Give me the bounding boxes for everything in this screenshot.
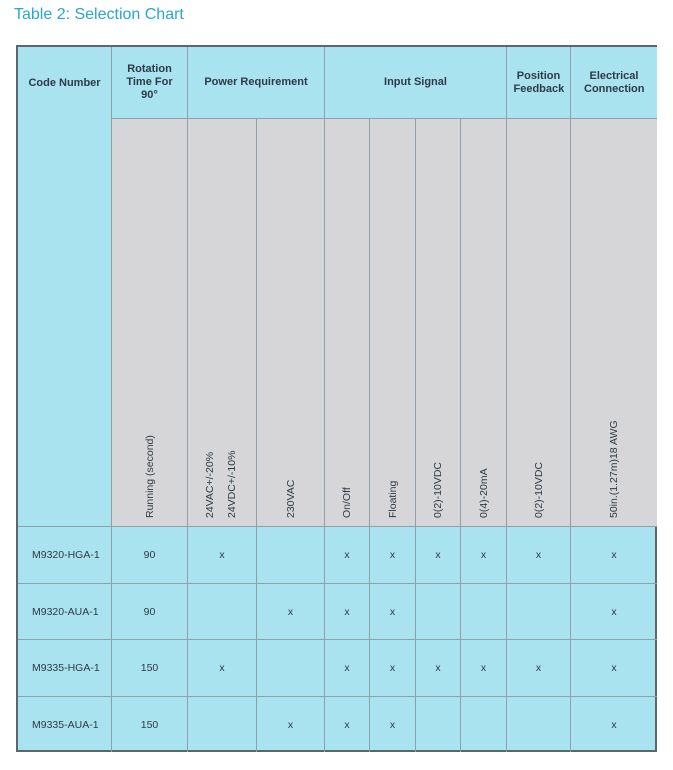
header-rotation: Rotation Time For 90° — [112, 47, 188, 119]
subheader-electrical: 50in.(1.27m)18 AWG — [571, 119, 657, 527]
header-electrical: Electrical Connection — [571, 47, 657, 119]
table-cell-floating: x — [370, 640, 416, 697]
table-cell-p24: x — [188, 640, 257, 697]
table-cell-onoff: x — [325, 640, 370, 697]
header-input-signal: Input Signal — [325, 47, 507, 119]
table-cell-ma — [461, 584, 507, 640]
table-cell-code: M9335-HGA-1 — [18, 640, 112, 697]
table-cell-vdc — [416, 584, 461, 640]
table-cell-onoff: x — [325, 527, 370, 584]
subheader-power-230v: 230VAC — [257, 119, 325, 527]
table-cell-feedback — [507, 584, 571, 640]
table-cell-feedback: x — [507, 640, 571, 697]
table-cell-p230 — [257, 640, 325, 697]
table-cell-p230 — [257, 527, 325, 584]
table-cell-floating: x — [370, 584, 416, 640]
subheader-floating: Floating — [370, 119, 416, 527]
table-cell-time: 150 — [112, 697, 188, 752]
table-cell-feedback: x — [507, 527, 571, 584]
subheader-running: Running (second) — [112, 119, 188, 527]
table-cell-p24: x — [188, 527, 257, 584]
table-cell-floating: x — [370, 697, 416, 752]
selection-chart-table — [16, 45, 657, 752]
table-cell-feedback — [507, 697, 571, 752]
subheader-on-off: On/Off — [325, 119, 370, 527]
table-cell-p230: x — [257, 697, 325, 752]
table-cell-elec: x — [571, 527, 657, 584]
table-title: Table 2: Selection Chart — [14, 6, 184, 23]
table-cell-vdc — [416, 697, 461, 752]
table-cell-vdc: x — [416, 527, 461, 584]
table-cell-ma — [461, 697, 507, 752]
table-cell-time: 90 — [112, 584, 188, 640]
table-cell-p230: x — [257, 584, 325, 640]
table-cell-ma: x — [461, 640, 507, 697]
table-cell-floating: x — [370, 527, 416, 584]
subheader-input-vdc: 0(2)-10VDC — [416, 119, 461, 527]
table-cell-vdc: x — [416, 640, 461, 697]
table-cell-code: M9320-HGA-1 — [18, 527, 112, 584]
table-cell-onoff: x — [325, 584, 370, 640]
table-cell-code: M9320-AUA-1 — [18, 584, 112, 640]
table-cell-elec: x — [611, 718, 617, 731]
table-cell-p24 — [188, 697, 257, 752]
table-cell-onoff: x — [325, 697, 370, 752]
table-cell-code: M9335-AUA-1 — [18, 697, 112, 752]
header-position-feedback: Position Feedback — [507, 47, 571, 119]
table-cell-elec: x — [571, 584, 657, 640]
table-cell-time: 150 — [112, 640, 188, 697]
header-code-number: Code Number — [18, 47, 112, 527]
table-cell-p24 — [188, 584, 257, 640]
subheader-power-24v: 24VAC+/-20% 24VDC+/-10% — [188, 119, 257, 527]
table-cell-time: 90 — [112, 527, 188, 584]
table-cell-ma: x — [461, 527, 507, 584]
header-power: Power Requirement — [188, 47, 325, 119]
subheader-input-ma: 0(4)-20mA — [461, 119, 507, 527]
subheader-feedback-vdc: 0(2)-10VDC — [507, 119, 571, 527]
table-cell-elec: x — [571, 640, 657, 697]
